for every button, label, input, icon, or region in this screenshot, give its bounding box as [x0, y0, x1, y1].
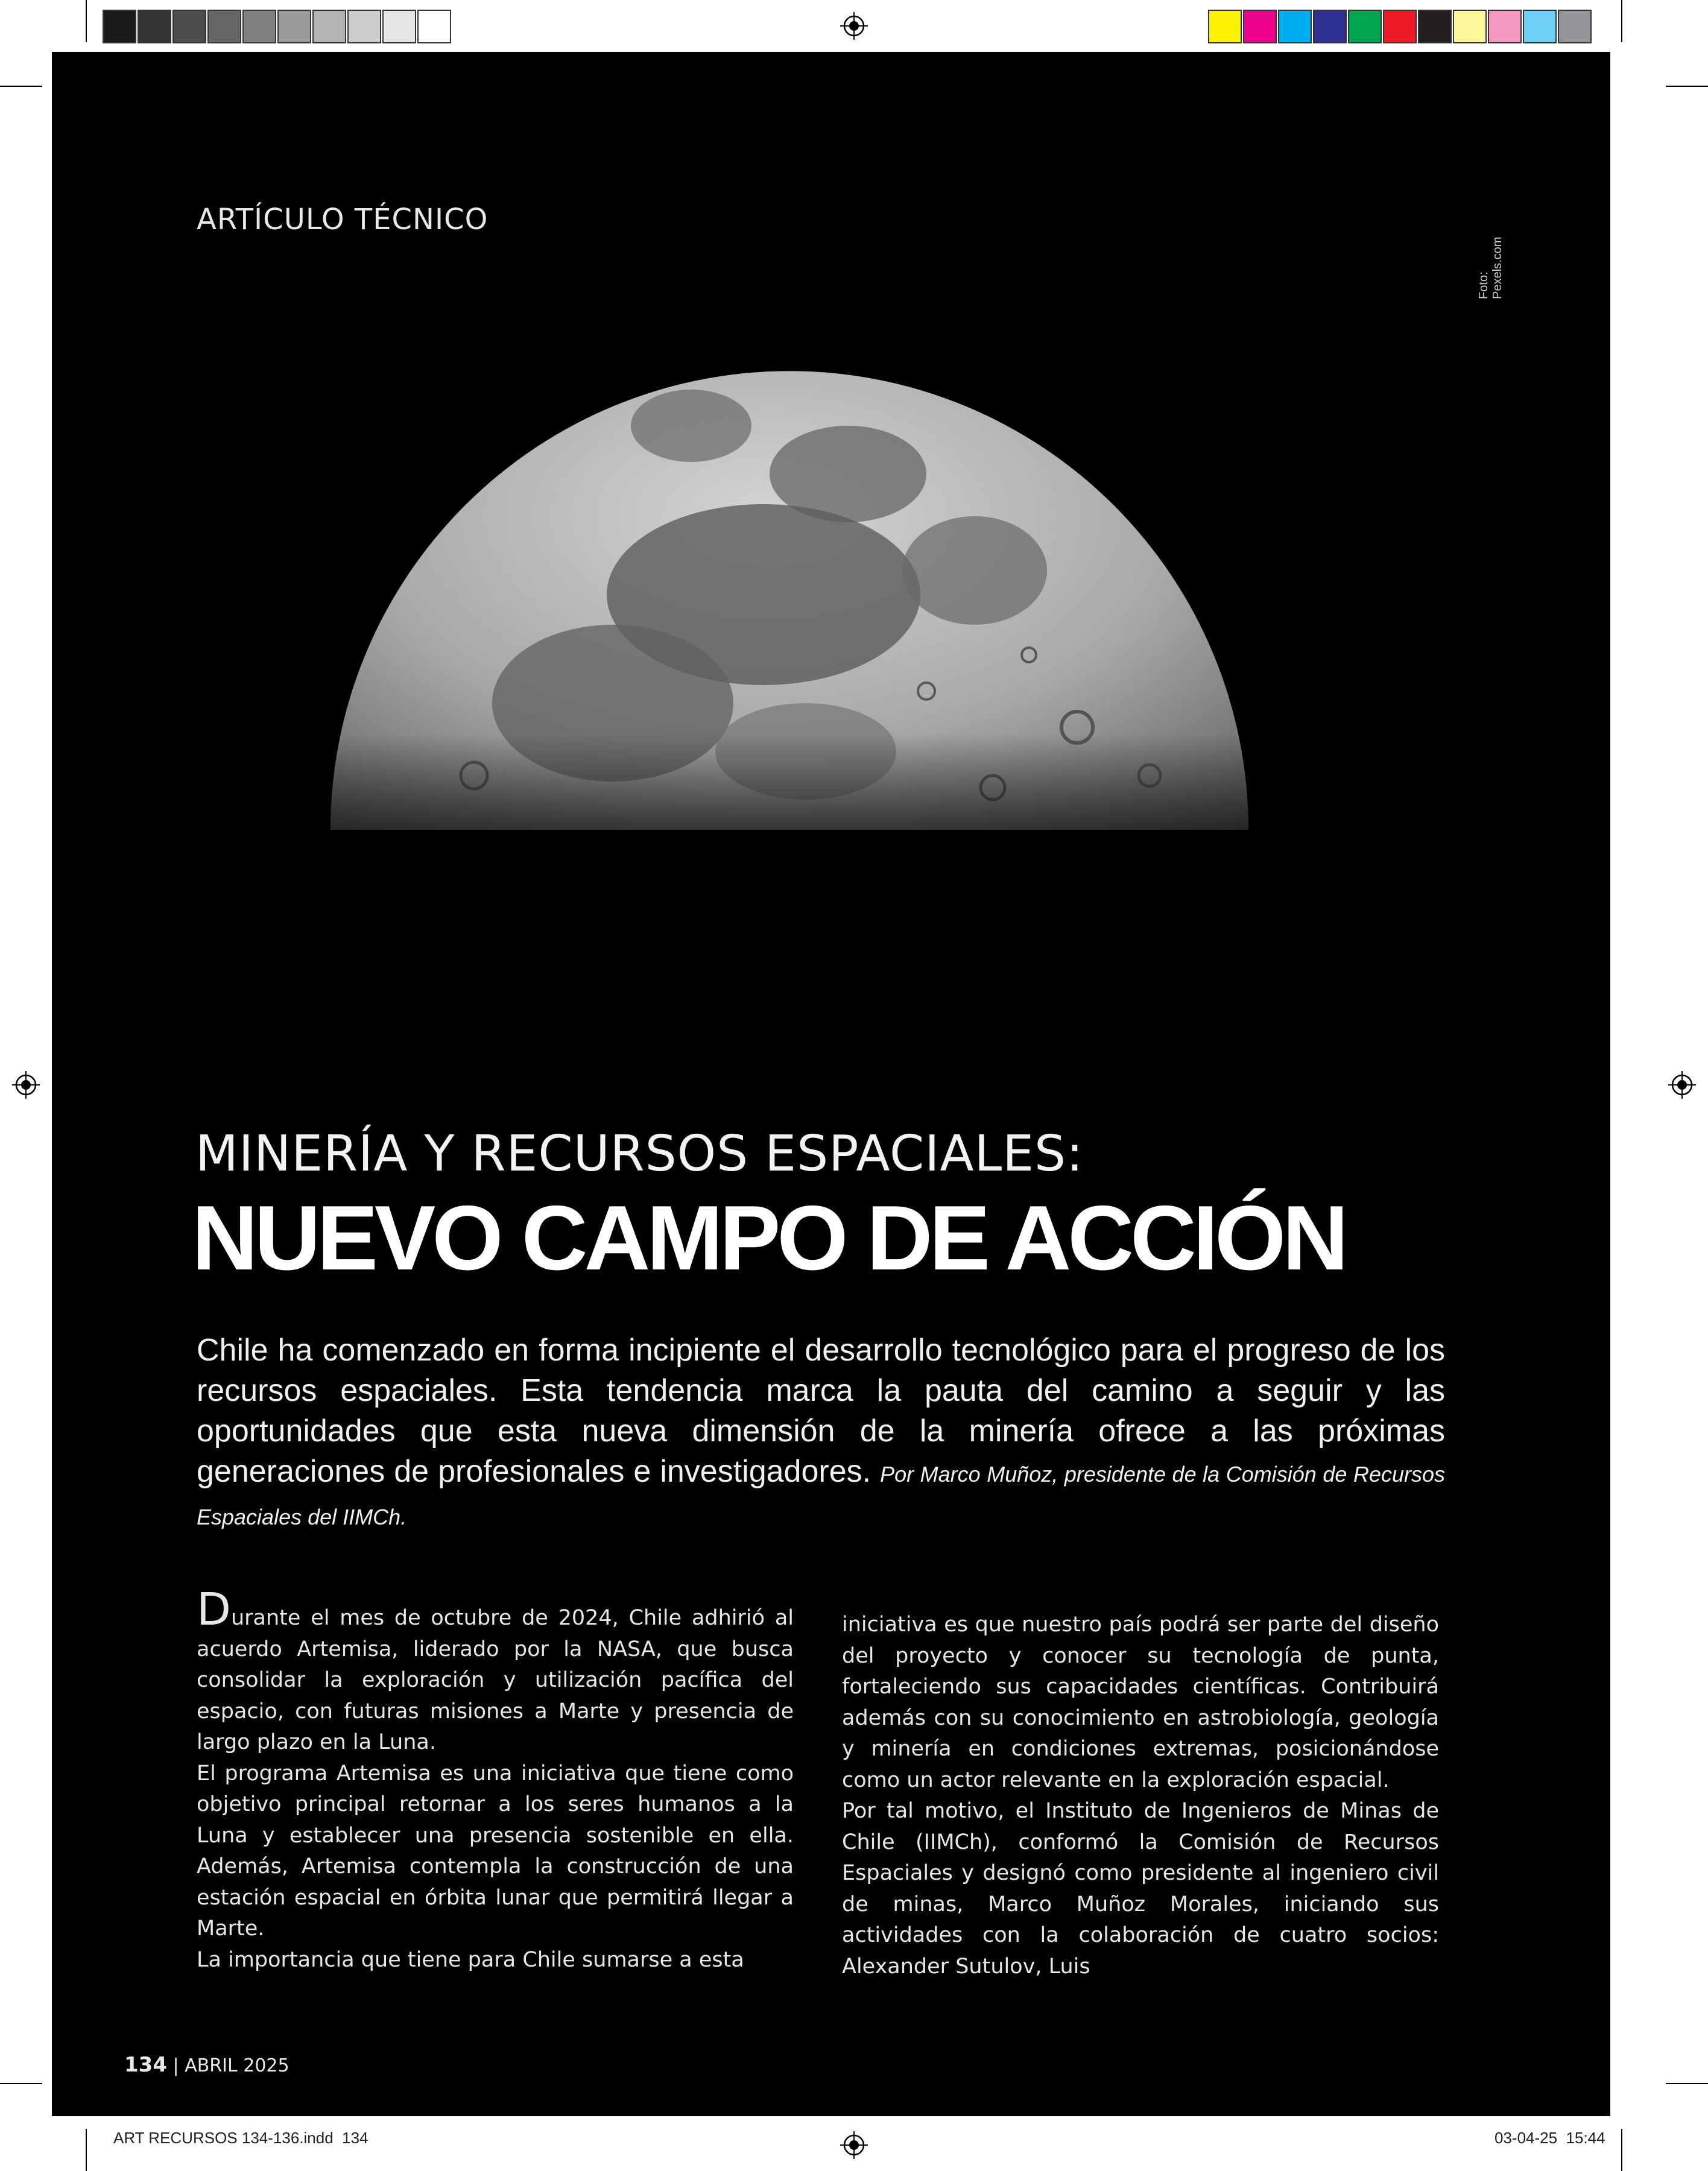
slug-file: ART RECURSOS 134-136.indd — [113, 2129, 334, 2147]
color-swatch — [347, 10, 381, 43]
page-number: 134 — [124, 2053, 167, 2077]
crop-mark — [0, 2083, 42, 2084]
registration-mark-top-icon — [840, 12, 868, 40]
color-swatch — [1558, 10, 1592, 43]
body-paragraph: iniciativa es que nuestro país podrá ser parte del diseño del proyecto y conocer su tecnología de punta, fortaleciendo sus capacidades científicas. Contribuirá además con su conocimiento en astrobiología, geología y minería en condiciones extremas, posicionándose como un actor relevante en la exploración espacial. — [842, 1613, 1439, 1792]
color-swatch — [1523, 10, 1557, 43]
crop-mark — [1621, 2129, 1622, 2171]
color-swatch — [138, 10, 171, 43]
slug-page: 134 — [342, 2129, 368, 2147]
crop-mark — [86, 2129, 87, 2171]
page-folio — [124, 2053, 289, 2077]
lead-text: Chile ha comenzado en forma incipiente el desarrollo tecnológico para el progreso de los recursos espaciales. Esta tendencia marca la pauta del camino a seguir y las oportunidades que esta nueva dimensión de la minería ofrece a las próximas generaciones de profesionales e investigadores. — [197, 1333, 1445, 1489]
slug-time: 15:44 — [1566, 2129, 1605, 2147]
article-kicker: MINERÍA Y RECURSOS ESPACIALES: — [195, 1125, 1084, 1183]
color-swatch — [1208, 10, 1242, 43]
color-swatch — [1453, 10, 1487, 43]
color-swatch — [1418, 10, 1452, 43]
body-column-left — [197, 1584, 794, 1976]
color-swatch — [277, 10, 311, 43]
body-paragraph: La importancia que tiene para Chile sumarse a esta — [197, 1947, 744, 1972]
gray-color-bar — [103, 10, 452, 43]
color-swatch — [172, 10, 206, 43]
color-swatch — [312, 10, 346, 43]
crop-mark — [1666, 2083, 1708, 2084]
slug-timestamp — [1494, 2129, 1605, 2147]
body-paragraph: El programa Artemisa es una iniciativa que tiene como objetivo principal retornar a los seres humanos a la Luna y establecer una presencia sostenible en ella. Además, Artemisa contempla la construcción de una estación espacial en órbita lunar que permitirá llegar a Marte. — [197, 1761, 794, 1941]
body-column-right — [842, 1610, 1439, 1982]
issue-date: ABRIL 2025 — [185, 2055, 289, 2076]
section-label: ARTÍCULO TÉCNICO — [197, 203, 489, 236]
crop-mark — [1621, 0, 1622, 42]
color-swatch — [103, 10, 136, 43]
color-swatch — [1243, 10, 1277, 43]
registration-mark-bottom-icon — [840, 2131, 868, 2159]
color-swatch — [1313, 10, 1347, 43]
crop-mark — [1666, 86, 1708, 87]
color-swatch — [1278, 10, 1312, 43]
color-swatch — [1348, 10, 1382, 43]
body-paragraph — [197, 1584, 794, 1759]
crop-mark — [86, 0, 87, 42]
body-paragraph: Por tal motivo, el Instituto de Ingenieros de Minas de Chile (IIMCh), conformó la Comisión de Recursos Espaciales y designó como presidente al ingeniero civil de minas, Marco Muñoz Morales, iniciando sus actividades con la colaboración de cuatro socios: Alexander Sutulov, Luis — [842, 1799, 1439, 1979]
color-swatch — [382, 10, 416, 43]
registration-mark-right-icon — [1668, 1071, 1696, 1099]
registration-mark-left-icon — [12, 1071, 40, 1099]
article-title: NUEVO CAMPO DE ACCIÓN — [192, 1187, 1346, 1289]
color-swatch — [242, 10, 276, 43]
paragraph-text: urante el mes de octubre de 2024, Chile adhirió al acuerdo Artemisa, liderado por la NASA, que busca consolidar la exploración y utilización pacífica del espacio, con futuras misiones a Marte y presencia de largo plazo en la Luna. — [197, 1606, 794, 1754]
color-swatch — [1383, 10, 1417, 43]
slug-date: 03-04-25 — [1494, 2129, 1558, 2147]
color-swatch — [1488, 10, 1522, 43]
process-color-bar — [1208, 10, 1593, 43]
magazine-page — [52, 52, 1610, 2116]
drop-cap: D — [197, 1584, 231, 1635]
photo-credit: Foto: Pexels.com — [1477, 236, 1504, 299]
color-swatch — [207, 10, 241, 43]
slug-filename — [113, 2129, 368, 2147]
color-swatch — [417, 10, 451, 43]
crop-mark — [0, 86, 42, 87]
article-lead — [197, 1330, 1445, 1537]
moon-photo — [52, 52, 1610, 956]
author-byline: Por Marco Muñoz, presidente de la Comisión de Recursos Espaciales del IIMCh. — [197, 1462, 1445, 1529]
folio-separator: | — [172, 2055, 179, 2076]
